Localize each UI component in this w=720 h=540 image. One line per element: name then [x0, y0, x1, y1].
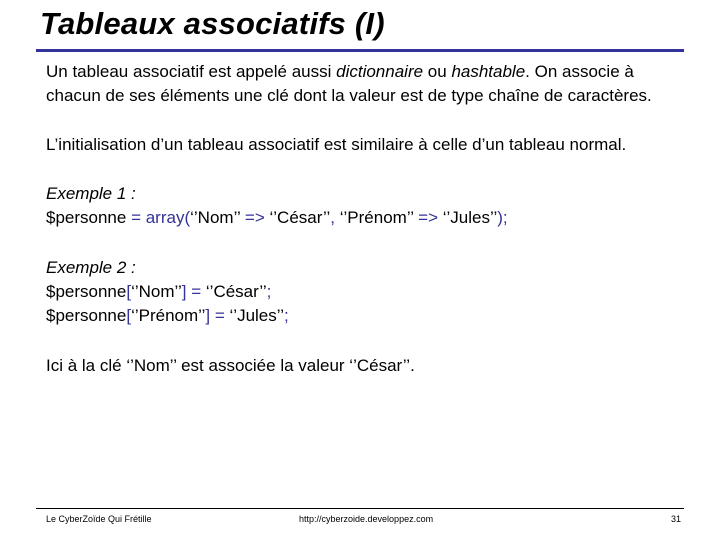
conclusion-key: ‘’Nom’’ [126, 356, 177, 375]
code-fn: array( [145, 208, 191, 227]
conclusion-value: ‘’César’’ [349, 356, 411, 375]
example-1-code [46, 208, 508, 227]
example-2-label: Exemple 2 : [46, 258, 136, 277]
footer-author: Le CyberZoïde Qui Frétille [46, 514, 152, 524]
term-hashtable: hashtable [451, 62, 526, 81]
code-eq: = [210, 306, 230, 325]
code-open: [ [126, 282, 132, 301]
code-end: ; [284, 306, 289, 325]
intro-paragraph [46, 60, 686, 108]
code-key: ‘’Prénom’’ [131, 306, 206, 325]
intro-text-1: Un tableau associatif est appelé aussi [46, 62, 337, 81]
code-close: ] [205, 306, 211, 325]
code-open: [ [126, 306, 132, 325]
code-value: ‘’César’’ [205, 282, 267, 301]
intro-text-3: . On associe à chacun de ses éléments une clé dont la valeur est de type chaîne de caractères. [46, 62, 652, 105]
example-2 [46, 256, 686, 328]
slide-title: Tableaux associatifs (I) [40, 6, 385, 41]
code-arrow: => [413, 208, 443, 227]
example-2-line-2 [46, 306, 289, 325]
code-eq: = [186, 282, 206, 301]
example-1 [46, 182, 686, 230]
footer-divider [36, 508, 684, 509]
conclusion-text-1: Ici à la clé [46, 356, 127, 375]
code-arrow: => [240, 208, 270, 227]
code-eq: = [126, 208, 146, 227]
footer-url[interactable]: http://cyberzoide.developpez.com [299, 514, 434, 524]
code-key: ‘’Nom’’ [131, 282, 182, 301]
conclusion-text-2: est associée la valeur [176, 356, 350, 375]
code-value: ‘’Jules’’ [442, 208, 498, 227]
code-key: ‘’Prénom’’ [339, 208, 414, 227]
example-1-label: Exemple 1 : [46, 184, 136, 203]
page-number: 31 [671, 514, 682, 524]
code-sep: , [330, 208, 340, 227]
code-var: $personne [46, 282, 127, 301]
code-key: ‘’Nom’’ [190, 208, 241, 227]
intro-text-2: ou [423, 62, 452, 81]
term-dictionnaire: dictionnaire [336, 62, 424, 81]
code-close: ); [497, 208, 508, 227]
example-2-line-1 [46, 282, 271, 301]
title-divider [36, 49, 684, 52]
code-end: ; [266, 282, 272, 301]
code-value: ‘’Jules’’ [229, 306, 285, 325]
conclusion-paragraph [46, 354, 686, 378]
conclusion-text-3: . [410, 356, 415, 375]
code-var: $personne [46, 208, 127, 227]
slide-body [46, 60, 686, 378]
code-value: ‘’César’’ [269, 208, 331, 227]
code-var: $personne [46, 306, 127, 325]
initialisation-paragraph: L’initialisation d’un tableau associatif est similaire à celle d’un tableau normal. [46, 135, 627, 154]
code-close: ] [181, 282, 187, 301]
